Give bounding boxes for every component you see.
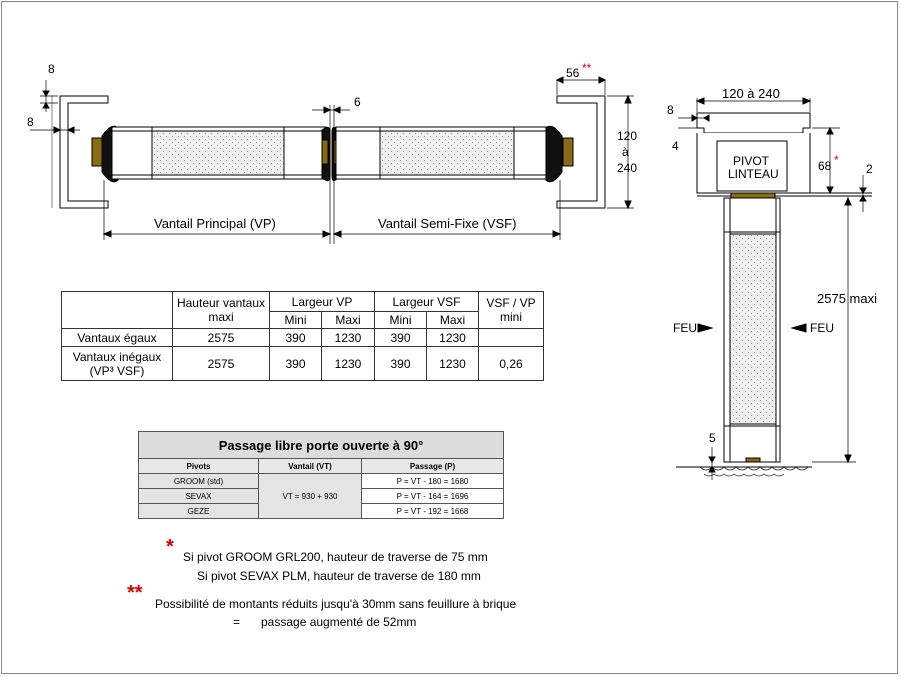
feu-left-label: FEU <box>673 321 697 335</box>
dim-2575-maxi: 2575 maxi <box>817 291 877 306</box>
table-row: Vantaux inégaux (VP³ VSF) 2575 390 1230 390 1230 0,26 <box>62 347 544 381</box>
passage-title: Passage libre porte ouverte à 90° <box>139 432 504 459</box>
dim-56-stars: ** <box>582 61 592 75</box>
vp-maxi-header: Maxi <box>322 312 375 329</box>
note2-line2: passage augmenté de 52mm <box>261 615 417 629</box>
table-row: Vantaux égaux 2575 390 1230 390 1230 <box>62 329 544 347</box>
right-seal <box>546 126 562 182</box>
vantail-value: VT = 930 + 930 <box>259 474 362 519</box>
label-vantail-semi-fixe: Vantail Semi-Fixe (VSF) <box>378 216 517 231</box>
table-row: GEZE P = VT - 192 = 1668 <box>139 504 504 519</box>
dim-56: 56 <box>566 66 580 80</box>
pivot-bronze <box>731 193 775 198</box>
glass-vp <box>152 131 284 175</box>
table-row: GROOM (std) VT = 930 + 930 P = VT - 180 = 1680 <box>139 474 504 489</box>
header-height: Hauteur vantaux maxi <box>173 292 270 329</box>
vp-mini-header: Mini <box>270 312 322 329</box>
dim-section-4: 4 <box>672 139 679 153</box>
glass-vsf <box>380 131 514 175</box>
section-view <box>676 98 872 480</box>
dimensions-table <box>61 291 544 381</box>
dim-section-2: 2 <box>866 162 873 176</box>
feu-right-label: FEU <box>810 321 834 335</box>
right-pivot-bronze <box>563 138 573 166</box>
header-ratio: VSF / VP mini <box>479 292 544 329</box>
passage-table <box>138 431 504 519</box>
arrow-feu-right <box>792 324 806 332</box>
pivot-label-1: PIVOT <box>733 154 770 168</box>
dim-section-5: 5 <box>709 431 716 445</box>
table-row: SEVAX P = VT - 164 = 1696 <box>139 489 504 504</box>
note1-line2: Si pivot SEVAX PLM, hauteur de traverse de 180 mm <box>197 569 481 583</box>
header-pivots: Pivots <box>139 459 259 474</box>
dim-68-star: * <box>834 153 839 167</box>
header-vantail: Vantail (VT) <box>259 459 362 474</box>
header-passage: Passage (P) <box>362 459 504 474</box>
note1-line1: Si pivot GROOM GRL200, hauteur de traverse de 75 mm <box>183 550 488 564</box>
dim-section-68: 68 <box>818 159 832 173</box>
dim-240: 240 <box>617 161 638 175</box>
dim-8-top: 8 <box>48 62 55 76</box>
header-largeur-vp: Largeur VP <box>270 292 375 312</box>
note2-stars: ** <box>127 582 143 604</box>
header-largeur-vsf: Largeur VSF <box>375 292 479 312</box>
dim-section-8: 8 <box>667 103 674 117</box>
dim-8-side: 8 <box>27 115 34 129</box>
plan-view <box>30 77 634 244</box>
note2-line1: Possibilité de montants réduits jusqu'à 30mm sans feuillure à brique <box>155 597 517 611</box>
pivot-label-2: LINTEAU <box>728 167 779 181</box>
leaf-section-glass <box>730 234 776 424</box>
left-pivot-bronze <box>92 138 102 166</box>
dim-120: 120 <box>617 129 638 143</box>
label-vantail-principal: Vantail Principal (VP) <box>154 216 276 231</box>
note1-star: * <box>166 536 174 558</box>
dim-a: à <box>622 145 629 159</box>
vsf-mini-header: Mini <box>375 312 427 329</box>
arrow-feu-left <box>698 324 712 332</box>
corner-cell <box>62 292 173 329</box>
dim-6: 6 <box>354 95 361 109</box>
note2-eq: = <box>233 615 241 629</box>
dim-120-240: 120 à 240 <box>722 86 780 101</box>
vsf-maxi-header: Maxi <box>427 312 479 329</box>
